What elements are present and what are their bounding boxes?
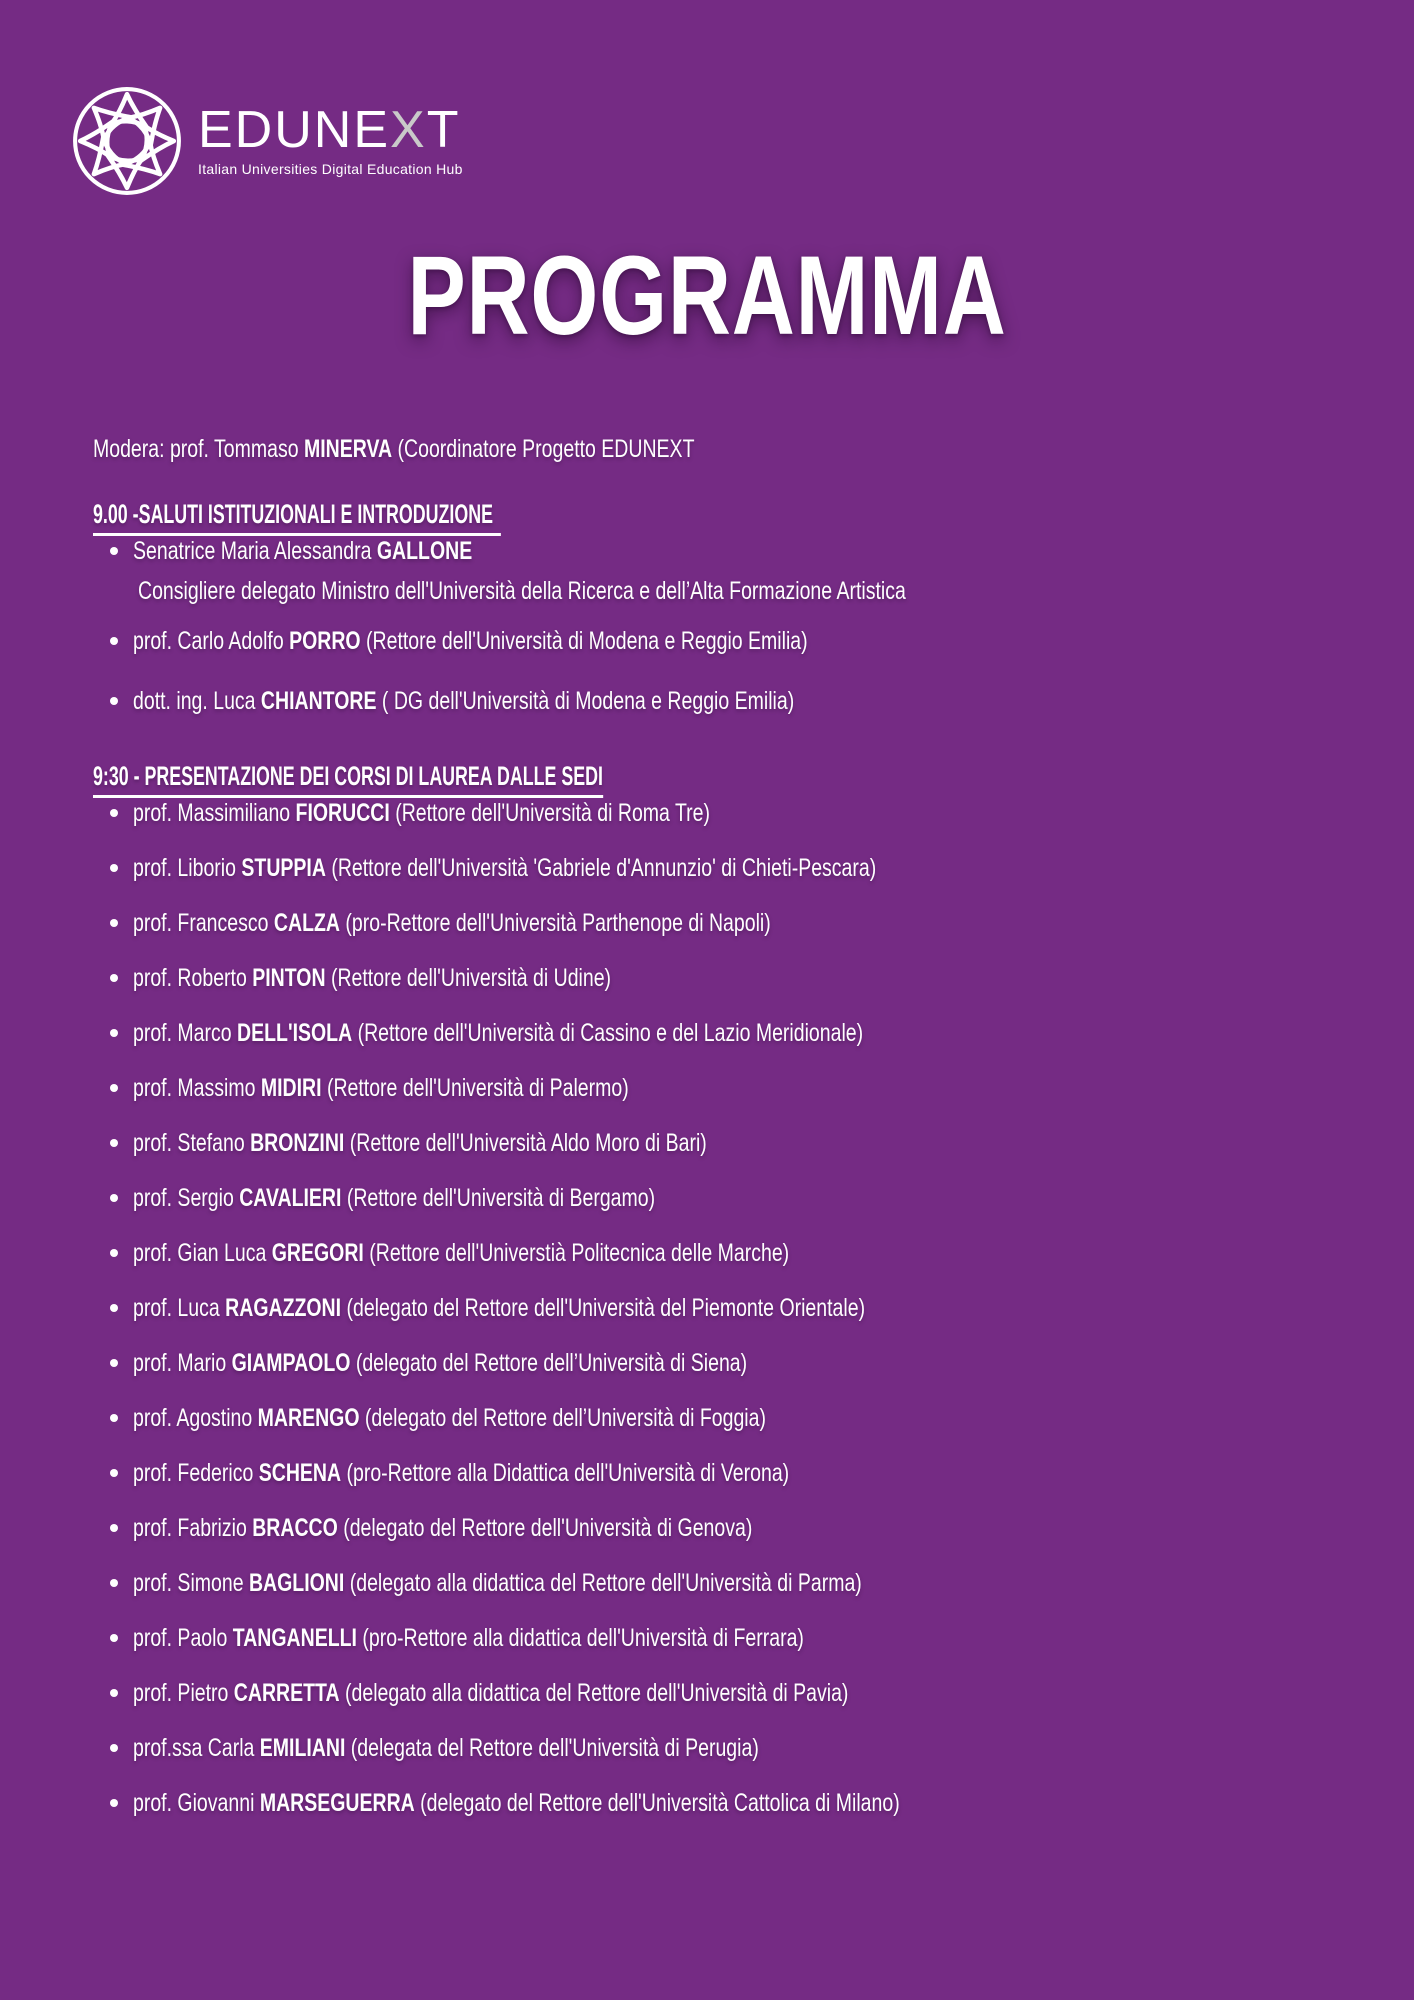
speaker-line <box>133 1673 848 1713</box>
pinwheel-logo-icon <box>70 84 184 198</box>
speaker-name: TANGANELLI <box>232 1624 357 1652</box>
speaker-line <box>133 1508 752 1548</box>
speaker-item-marseguerra <box>93 1783 1373 1823</box>
speaker-line <box>133 1453 789 1493</box>
speaker-pre: prof. Paolo <box>133 1624 233 1652</box>
speaker-line2: Consigliere delegato Ministro dell'Università della Ricerca e dell’Alta Formazione Artistica <box>138 577 906 605</box>
speaker-line <box>133 903 771 943</box>
speaker-pre: prof. Federico <box>133 1459 259 1487</box>
speaker-line <box>133 1618 804 1658</box>
speaker-role: (Rettore dell'Università Aldo Moro di Bari) <box>344 1129 707 1157</box>
section-2-heading <box>93 759 1373 793</box>
speaker-name: EMILIANI <box>259 1734 346 1762</box>
speaker-line <box>133 1783 900 1823</box>
speaker-line <box>133 1233 789 1273</box>
speaker-name: GALLONE <box>376 537 473 565</box>
speaker-name: STUPPIA <box>241 854 326 882</box>
speaker-line <box>133 1398 766 1438</box>
brand-part-pre: EDUNE <box>198 101 391 159</box>
speaker-name: MARSEGUERRA <box>259 1789 415 1817</box>
speaker-pre: prof. Liborio <box>133 854 242 882</box>
speaker-role: (pro-Rettore alla didattica dell'Università di Ferrara) <box>356 1624 804 1652</box>
speaker-item-midiri <box>93 1068 1373 1108</box>
speaker-item-porro <box>93 621 1373 661</box>
section-1-heading <box>93 497 1373 531</box>
speaker-pre: prof. Carlo Adolfo <box>133 627 290 655</box>
speaker-line <box>133 848 876 888</box>
speaker-name: BRONZINI <box>250 1129 345 1157</box>
speaker-name: CARRETTA <box>233 1679 340 1707</box>
speaker-item-pinton <box>93 958 1373 998</box>
speaker-item-ragazzoni <box>93 1288 1373 1328</box>
speaker-role: (Rettore dell'Universtià Politecnica delle Marche) <box>363 1239 790 1267</box>
speaker-pre: prof. Stefano <box>133 1129 251 1157</box>
speaker-item-giampaolo <box>93 1343 1373 1383</box>
speaker-pre: prof. Massimiliano <box>133 799 296 827</box>
speaker-item-fiorucci <box>93 793 1373 833</box>
edunext-logo <box>70 84 463 198</box>
speaker-item-marengo <box>93 1398 1373 1438</box>
speaker-role: (Rettore dell'Università 'Gabriele d'Annunzio' di Chieti-Pescara) <box>325 854 877 882</box>
speaker-name: BRACCO <box>252 1514 338 1542</box>
speaker-pre: prof. Marco <box>133 1019 238 1047</box>
speaker-name: CAVALIERI <box>239 1184 342 1212</box>
speaker-name: RAGAZZONI <box>225 1294 342 1322</box>
speaker-line <box>133 531 472 571</box>
speaker-role: (delegato alla didattica del Rettore dell'Università di Parma) <box>344 1569 862 1597</box>
speaker-item-emiliani <box>93 1728 1373 1768</box>
speaker-name: BAGLIONI <box>248 1569 345 1597</box>
speaker-role: (pro-Rettore alla Didattica dell'Università di Verona) <box>341 1459 790 1487</box>
speaker-pre: prof. Simone <box>133 1569 249 1597</box>
speaker-line <box>133 1343 747 1383</box>
speaker-item-carretta <box>93 1673 1373 1713</box>
speaker-role: (Rettore dell'Università di Cassino e del Lazio Meridionale) <box>352 1019 864 1047</box>
speaker-pre: prof. Francesco <box>133 909 274 937</box>
moderator-post: (Coordinatore Progetto EDUNEXT <box>392 435 695 463</box>
speaker-role: ( DG dell'Università di Modena e Reggio Emilia) <box>376 687 795 715</box>
speaker-role: (pro-Rettore dell'Università Parthenope di Napoli) <box>339 909 771 937</box>
speaker-role: (delegato alla didattica del Rettore dell'Università di Pavia) <box>339 1679 849 1707</box>
speaker-line <box>133 621 808 661</box>
speaker-pre: prof. Gian Luca <box>133 1239 272 1267</box>
speaker-name: CHIANTORE <box>260 687 377 715</box>
speaker-name: SCHENA <box>258 1459 342 1487</box>
speaker-item-stuppia <box>93 848 1373 888</box>
speaker-role: (Rettore dell'Università di Roma Tre) <box>389 799 710 827</box>
section-2-heading-text <box>93 759 603 793</box>
speaker-pre: prof. Mario <box>133 1349 232 1377</box>
speaker-line <box>133 1288 865 1328</box>
speaker-line <box>133 1013 863 1053</box>
speaker-role: (delegato del Rettore dell’Università di Foggia) <box>359 1404 766 1432</box>
speaker-line2-wrap <box>138 571 1373 611</box>
speaker-line <box>133 793 710 833</box>
logo-text <box>198 84 463 177</box>
speaker-list-1 <box>93 531 1373 721</box>
speaker-pre: prof.ssa Carla <box>133 1734 260 1762</box>
speaker-role: (delegato del Rettore dell'Università del Piemonte Orientale) <box>341 1294 866 1322</box>
speaker-list-2 <box>93 793 1373 1823</box>
speaker-role: (Rettore dell'Università di Bergamo) <box>341 1184 656 1212</box>
speaker-name: DELL'ISOLA <box>237 1019 353 1047</box>
moderator-text <box>93 433 694 465</box>
speaker-name: GIAMPAOLO <box>231 1349 351 1377</box>
speaker-item-gallone <box>93 531 1373 611</box>
speaker-item-cavalieri <box>93 1178 1373 1218</box>
brand-part-x: X <box>390 101 427 159</box>
speaker-pre: prof. Massimo <box>133 1074 261 1102</box>
moderator-pre: Modera: prof. Tommaso <box>93 435 304 463</box>
speaker-pre: prof. Roberto <box>133 964 253 992</box>
speaker-item-schena <box>93 1453 1373 1493</box>
speaker-role: (delegata del Rettore dell'Università di Perugia) <box>345 1734 759 1762</box>
speaker-line <box>133 958 611 998</box>
brand-name <box>198 101 463 159</box>
speaker-item-calza <box>93 903 1373 943</box>
speaker-pre: prof. Luca <box>133 1294 226 1322</box>
speaker-line <box>133 1178 655 1218</box>
speaker-name: PINTON <box>252 964 326 992</box>
speaker-line <box>133 1068 629 1108</box>
moderator-line <box>93 433 1373 465</box>
speaker-item-chiantore <box>93 681 1373 721</box>
section-1-heading-text <box>93 497 501 531</box>
page-title: PROGRAMMA <box>407 233 1007 358</box>
speaker-role: (Rettore dell'Università di Udine) <box>325 964 612 992</box>
speaker-name: CALZA <box>273 909 340 937</box>
speaker-pre: dott. ing. Luca <box>133 687 261 715</box>
speaker-line <box>133 1563 862 1603</box>
speaker-name: GREGORI <box>271 1239 364 1267</box>
section-1-heading-label: 9.00 -SALUTI ISTITUZIONALI E INTRODUZIONE <box>93 499 501 536</box>
speaker-pre: prof. Agostino <box>133 1404 258 1432</box>
speaker-item-gregori <box>93 1233 1373 1273</box>
program-content <box>93 433 1373 1838</box>
speaker-line <box>133 1123 707 1163</box>
brand-part-post: T <box>426 101 461 159</box>
speaker-name: MARENGO <box>257 1404 360 1432</box>
speaker-pre: Senatrice Maria Alessandra <box>133 537 377 565</box>
brand-tagline: Italian Universities Digital Education Hub <box>198 161 463 177</box>
speaker-role: (delegato del Rettore dell’Università di Siena) <box>350 1349 748 1377</box>
speaker-line <box>133 1728 759 1768</box>
speaker-name: MIDIRI <box>260 1074 322 1102</box>
speaker-role: (delegato del Rettore dell'Università di Genova) <box>337 1514 753 1542</box>
speaker-role: (delegato del Rettore dell'Università Cattolica di Milano) <box>414 1789 900 1817</box>
speaker-pre: prof. Pietro <box>133 1679 234 1707</box>
speaker-item-dellisola <box>93 1013 1373 1053</box>
speaker-pre: prof. Fabrizio <box>133 1514 253 1542</box>
speaker-pre: prof. Sergio <box>133 1184 240 1212</box>
speaker-role: (Rettore dell'Università di Modena e Reggio Emilia) <box>360 627 808 655</box>
section-2-heading-label: 9:30 - PRESENTAZIONE DEI CORSI DI LAUREA DALLE SEDI <box>93 761 603 798</box>
speaker-name: FIORUCCI <box>295 799 390 827</box>
speaker-pre: prof. Giovanni <box>133 1789 260 1817</box>
speaker-line <box>133 681 794 721</box>
title-wrap <box>0 233 1414 358</box>
speaker-item-baglioni <box>93 1563 1373 1603</box>
speaker-name: PORRO <box>289 627 361 655</box>
speaker-item-bracco <box>93 1508 1373 1548</box>
speaker-item-bronzini <box>93 1123 1373 1163</box>
speaker-role: (Rettore dell'Università di Palermo) <box>321 1074 629 1102</box>
moderator-name: MINERVA <box>303 435 393 463</box>
speaker-item-tanganelli <box>93 1618 1373 1658</box>
